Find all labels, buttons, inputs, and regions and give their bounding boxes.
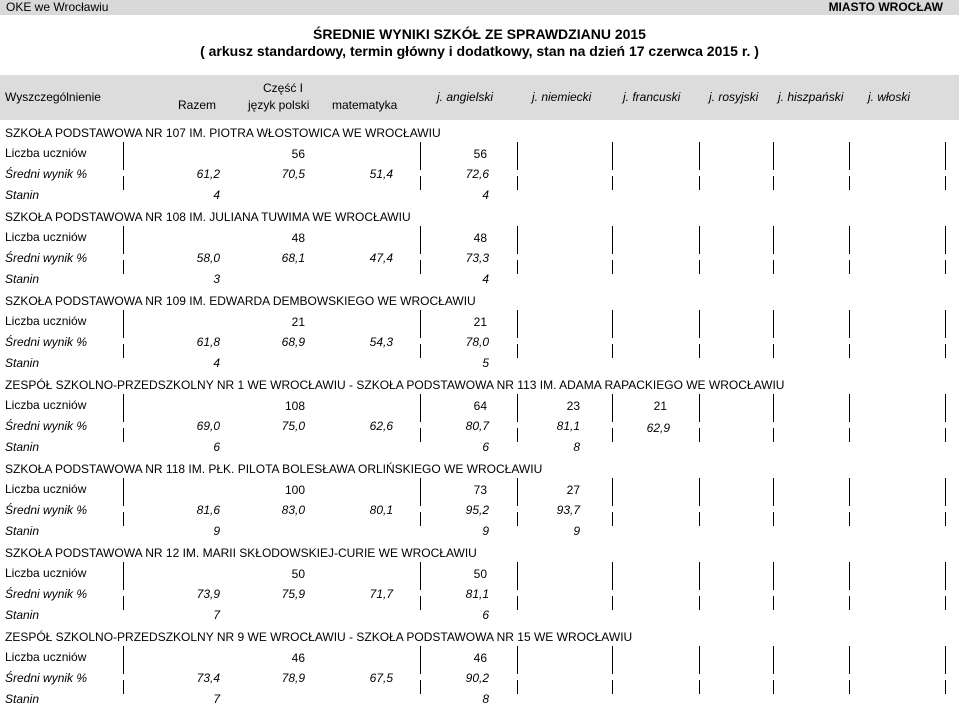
column-rule bbox=[699, 344, 700, 358]
column-rule bbox=[517, 142, 518, 170]
column-rule bbox=[123, 596, 124, 610]
cell-stanin-angielski: 4 bbox=[482, 272, 489, 286]
cell-avg-angielski: 81,1 bbox=[465, 587, 489, 601]
cell-avg-niemiecki: 93,7 bbox=[556, 503, 580, 517]
column-rule bbox=[945, 260, 946, 274]
column-rule bbox=[612, 428, 613, 442]
cell-count-angielski: 21 bbox=[473, 315, 487, 329]
column-rule bbox=[517, 310, 518, 338]
row-label-avg: Średni wynik % bbox=[5, 251, 88, 265]
cell-avg-razem: 69,0 bbox=[196, 419, 220, 433]
col-header-razem: Razem bbox=[178, 98, 217, 112]
row-label-avg: Średni wynik % bbox=[5, 167, 88, 181]
school-name: ZESPÓŁ SZKOLNO-PRZEDSZKOLNY NR 9 WE WROCŁAWIU - SZKOŁA PODSTAWOWA NR 15 WE WROCŁAWIU bbox=[5, 630, 633, 644]
column-rule bbox=[517, 596, 518, 610]
column-rule bbox=[123, 310, 124, 338]
col-header-rosyjski: j. rosyjski bbox=[709, 90, 759, 104]
column-rule bbox=[517, 394, 518, 422]
column-rule bbox=[612, 310, 613, 338]
column-rule bbox=[699, 512, 700, 526]
cell-avg-niemiecki: 81,1 bbox=[556, 419, 580, 433]
column-rule bbox=[699, 646, 700, 674]
column-rule bbox=[517, 176, 518, 190]
cell-avg-polski: 70,5 bbox=[281, 167, 305, 181]
school-name: SZKOŁA PODSTAWOWA NR 118 IM. PŁK. PILOTA BOLESŁAWA ORLIŃSKIEGO WE WROCŁAWIU bbox=[5, 462, 543, 476]
column-rule bbox=[517, 680, 518, 694]
cell-stanin-niemiecki: 8 bbox=[573, 440, 580, 454]
cell-avg-angielski: 78,0 bbox=[465, 335, 489, 349]
col-header-angielski: j. angielski bbox=[437, 90, 494, 104]
column-rule bbox=[123, 562, 124, 590]
column-rule bbox=[123, 142, 124, 170]
column-rule bbox=[699, 428, 700, 442]
cell-avg-matematyka: 71,7 bbox=[369, 587, 393, 601]
row-label-avg: Średni wynik % bbox=[5, 671, 88, 685]
column-rule bbox=[420, 394, 421, 422]
column-rule bbox=[773, 512, 774, 526]
column-rule bbox=[849, 344, 850, 358]
column-rule bbox=[517, 478, 518, 506]
column-rule bbox=[945, 596, 946, 610]
column-rule bbox=[420, 512, 421, 526]
column-rule bbox=[699, 310, 700, 338]
cell-count-polski: 100 bbox=[284, 483, 305, 497]
column-rule bbox=[699, 478, 700, 506]
cell-avg-angielski: 95,2 bbox=[465, 503, 489, 517]
column-rule bbox=[945, 646, 946, 674]
column-rule bbox=[773, 596, 774, 610]
col-header-polski: język polski bbox=[248, 98, 310, 112]
cell-avg-angielski: 90,2 bbox=[465, 671, 489, 685]
cell-stanin-angielski: 6 bbox=[482, 440, 489, 454]
school-name: SZKOŁA PODSTAWOWA NR 109 IM. EDWARDA DEMBOWSKIEGO WE WROCŁAWIU bbox=[5, 294, 476, 308]
column-rule bbox=[612, 226, 613, 254]
column-rule bbox=[123, 680, 124, 694]
cell-stanin-razem: 7 bbox=[213, 692, 220, 706]
col-header-matematyka: matematyka bbox=[332, 98, 398, 112]
cell-avg-matematyka: 47,4 bbox=[369, 251, 393, 265]
col-header-wloski: j. włoski bbox=[868, 90, 911, 104]
row-label-count: Liczba uczniów bbox=[5, 230, 87, 244]
column-rule bbox=[517, 226, 518, 254]
top-header-bar bbox=[0, 0, 959, 15]
row-label-stanin: Stanin bbox=[5, 440, 40, 454]
column-rule bbox=[699, 142, 700, 170]
column-rule bbox=[420, 680, 421, 694]
column-rule bbox=[699, 394, 700, 422]
column-rule bbox=[123, 394, 124, 422]
row-label-count: Liczba uczniów bbox=[5, 314, 87, 328]
cell-avg-matematyka: 67,5 bbox=[369, 671, 393, 685]
column-rule bbox=[517, 428, 518, 442]
column-rule bbox=[612, 478, 613, 506]
cell-avg-polski: 68,9 bbox=[281, 335, 305, 349]
cell-avg-razem: 73,4 bbox=[196, 671, 220, 685]
row-label-avg: Średni wynik % bbox=[5, 503, 88, 517]
cell-count-polski: 21 bbox=[291, 315, 305, 329]
column-rule bbox=[773, 260, 774, 274]
school-name: ZESPÓŁ SZKOLNO-PRZEDSZKOLNY NR 1 WE WROCŁAWIU - SZKOŁA PODSTAWOWA NR 113 IM. ADAMA RAPACKIEGO WE WROCŁAWIU bbox=[5, 378, 785, 392]
column-rule bbox=[945, 512, 946, 526]
column-rule bbox=[612, 344, 613, 358]
column-rule bbox=[420, 428, 421, 442]
column-rule bbox=[773, 680, 774, 694]
cell-count-polski: 48 bbox=[291, 231, 305, 245]
column-rule bbox=[123, 512, 124, 526]
cell-stanin-razem: 3 bbox=[213, 272, 220, 286]
column-rule bbox=[699, 226, 700, 254]
column-rule bbox=[517, 260, 518, 274]
cell-stanin-angielski: 9 bbox=[482, 524, 489, 538]
cell-count-angielski: 56 bbox=[473, 147, 487, 161]
column-rule bbox=[849, 428, 850, 442]
header-left-label: OKE we Wrocławiu bbox=[6, 0, 109, 14]
column-rule bbox=[612, 142, 613, 170]
column-rule bbox=[612, 562, 613, 590]
row-label-stanin: Stanin bbox=[5, 356, 40, 370]
cell-stanin-angielski: 6 bbox=[482, 608, 489, 622]
column-rule bbox=[699, 562, 700, 590]
cell-count-polski: 56 bbox=[291, 147, 305, 161]
header-right-label: MIASTO WROCŁAW bbox=[828, 0, 943, 14]
cell-avg-angielski: 80,7 bbox=[465, 419, 489, 433]
cell-stanin-razem: 9 bbox=[213, 524, 220, 538]
column-rule bbox=[123, 176, 124, 190]
cell-count-angielski: 64 bbox=[473, 399, 487, 413]
cell-avg-razem: 61,2 bbox=[196, 167, 220, 181]
column-rule bbox=[773, 176, 774, 190]
column-rule bbox=[849, 646, 850, 674]
column-rule bbox=[849, 310, 850, 338]
column-rule bbox=[849, 394, 850, 422]
column-rule bbox=[945, 142, 946, 170]
column-rule bbox=[420, 562, 421, 590]
column-rule bbox=[612, 646, 613, 674]
column-rule bbox=[849, 142, 850, 170]
cell-avg-matematyka: 51,4 bbox=[369, 167, 393, 181]
column-rule bbox=[849, 562, 850, 590]
cell-avg-polski: 68,1 bbox=[281, 251, 305, 265]
column-rule bbox=[699, 176, 700, 190]
column-rule bbox=[849, 260, 850, 274]
row-label-count: Liczba uczniów bbox=[5, 482, 87, 496]
cell-avg-razem: 61,8 bbox=[196, 335, 220, 349]
column-rule bbox=[420, 344, 421, 358]
cell-avg-polski: 78,9 bbox=[281, 671, 305, 685]
column-rule bbox=[612, 512, 613, 526]
column-rule bbox=[773, 562, 774, 590]
cell-count-polski: 108 bbox=[284, 399, 305, 413]
column-rule bbox=[849, 512, 850, 526]
column-rule bbox=[699, 680, 700, 694]
column-rule bbox=[945, 226, 946, 254]
column-rule bbox=[773, 310, 774, 338]
column-rule bbox=[773, 226, 774, 254]
column-rule bbox=[945, 478, 946, 506]
column-rule bbox=[945, 344, 946, 358]
column-rule bbox=[773, 394, 774, 422]
column-rule bbox=[699, 260, 700, 274]
column-rule bbox=[517, 646, 518, 674]
column-rule bbox=[849, 478, 850, 506]
column-rule bbox=[849, 226, 850, 254]
column-rule bbox=[773, 344, 774, 358]
row-label-stanin: Stanin bbox=[5, 272, 40, 286]
cell-stanin-angielski: 5 bbox=[482, 356, 489, 370]
cell-count-angielski: 50 bbox=[473, 567, 487, 581]
cell-count-angielski: 46 bbox=[473, 651, 487, 665]
school-name: SZKOŁA PODSTAWOWA NR 107 IM. PIOTRA WŁOSTOWICA WE WROCŁAWIU bbox=[5, 126, 441, 140]
cell-stanin-angielski: 4 bbox=[482, 188, 489, 202]
cell-avg-razem: 58,0 bbox=[196, 251, 220, 265]
cell-avg-angielski: 73,3 bbox=[465, 251, 489, 265]
cell-avg-razem: 73,9 bbox=[196, 587, 220, 601]
row-label-count: Liczba uczniów bbox=[5, 566, 87, 580]
column-rule bbox=[123, 344, 124, 358]
cell-count-niemiecki: 23 bbox=[566, 399, 580, 413]
cell-count-francuski: 21 bbox=[653, 399, 667, 413]
row-label-stanin: Stanin bbox=[5, 608, 40, 622]
cell-stanin-angielski: 8 bbox=[482, 692, 489, 706]
cell-avg-angielski: 72,6 bbox=[465, 167, 489, 181]
column-rule bbox=[773, 478, 774, 506]
col-header-niemiecki: j. niemiecki bbox=[532, 90, 592, 104]
column-rule bbox=[420, 142, 421, 170]
cell-avg-matematyka: 62,6 bbox=[369, 419, 393, 433]
column-rule bbox=[612, 176, 613, 190]
column-rule bbox=[420, 226, 421, 254]
column-rule bbox=[123, 226, 124, 254]
column-rule bbox=[517, 562, 518, 590]
cell-stanin-razem: 7 bbox=[213, 608, 220, 622]
row-label-avg: Średni wynik % bbox=[5, 419, 88, 433]
column-rule bbox=[945, 680, 946, 694]
column-rule bbox=[773, 646, 774, 674]
cell-count-polski: 50 bbox=[291, 567, 305, 581]
column-rule bbox=[420, 646, 421, 674]
column-rule bbox=[699, 596, 700, 610]
column-rule bbox=[123, 478, 124, 506]
row-label-count: Liczba uczniów bbox=[5, 146, 87, 160]
row-label-count: Liczba uczniów bbox=[5, 650, 87, 664]
col-header-hiszpanski: j. hiszpański bbox=[778, 90, 844, 104]
school-name: SZKOŁA PODSTAWOWA NR 108 IM. JULIANA TUWIMA WE WROCŁAWIU bbox=[5, 210, 411, 224]
row-label-stanin: Stanin bbox=[5, 692, 40, 706]
column-rule bbox=[945, 176, 946, 190]
column-rule bbox=[420, 310, 421, 338]
column-rule bbox=[945, 562, 946, 590]
cell-avg-razem: 81,6 bbox=[196, 503, 220, 517]
column-rule bbox=[612, 596, 613, 610]
cell-avg-polski: 75,9 bbox=[281, 587, 305, 601]
column-rule bbox=[773, 428, 774, 442]
column-rule bbox=[420, 260, 421, 274]
cell-stanin-razem: 4 bbox=[213, 188, 220, 202]
column-rule bbox=[849, 596, 850, 610]
column-rule bbox=[420, 596, 421, 610]
row-label-count: Liczba uczniów bbox=[5, 398, 87, 412]
report-subtitle: ( arkusz standardowy, termin główny i dodatkowy, stan na dzień 17 czerwca 2015 r. ) bbox=[200, 43, 759, 59]
cell-count-niemiecki: 27 bbox=[566, 483, 580, 497]
column-rule bbox=[612, 680, 613, 694]
cell-avg-polski: 83,0 bbox=[281, 503, 305, 517]
column-rule bbox=[945, 394, 946, 422]
cell-stanin-niemiecki: 9 bbox=[573, 524, 580, 538]
column-rule bbox=[612, 394, 613, 422]
cell-avg-polski: 75,0 bbox=[281, 419, 305, 433]
col-header-spec: Wyszczególnienie bbox=[5, 90, 101, 104]
cell-avg-francuski: 62,9 bbox=[646, 421, 670, 435]
column-rule bbox=[773, 142, 774, 170]
column-rule bbox=[123, 646, 124, 674]
cell-count-angielski: 73 bbox=[473, 483, 487, 497]
row-label-avg: Średni wynik % bbox=[5, 587, 88, 601]
column-rule bbox=[945, 310, 946, 338]
column-rule bbox=[517, 344, 518, 358]
column-rule bbox=[123, 260, 124, 274]
column-rule bbox=[849, 680, 850, 694]
column-rule bbox=[612, 260, 613, 274]
row-label-avg: Średni wynik % bbox=[5, 335, 88, 349]
column-rule bbox=[420, 478, 421, 506]
col-header-part: Część I bbox=[263, 81, 304, 95]
row-label-stanin: Stanin bbox=[5, 188, 40, 202]
column-rule bbox=[849, 176, 850, 190]
cell-stanin-razem: 6 bbox=[213, 440, 220, 454]
column-rule bbox=[517, 512, 518, 526]
cell-count-polski: 46 bbox=[291, 651, 305, 665]
row-label-stanin: Stanin bbox=[5, 524, 40, 538]
column-rule bbox=[420, 176, 421, 190]
school-name: SZKOŁA PODSTAWOWA NR 12 IM. MARII SKŁODOWSKIEJ-CURIE WE WROCŁAWIU bbox=[5, 546, 477, 560]
cell-avg-matematyka: 54,3 bbox=[369, 335, 393, 349]
column-rule bbox=[123, 428, 124, 442]
column-rule bbox=[945, 428, 946, 442]
report-title: ŚREDNIE WYNIKI SZKÓŁ ZE SPRAWDZIANU 2015 bbox=[313, 26, 646, 42]
cell-count-angielski: 48 bbox=[473, 231, 487, 245]
cell-avg-matematyka: 80,1 bbox=[369, 503, 393, 517]
col-header-francuski: j. francuski bbox=[623, 90, 681, 104]
cell-stanin-razem: 4 bbox=[213, 356, 220, 370]
